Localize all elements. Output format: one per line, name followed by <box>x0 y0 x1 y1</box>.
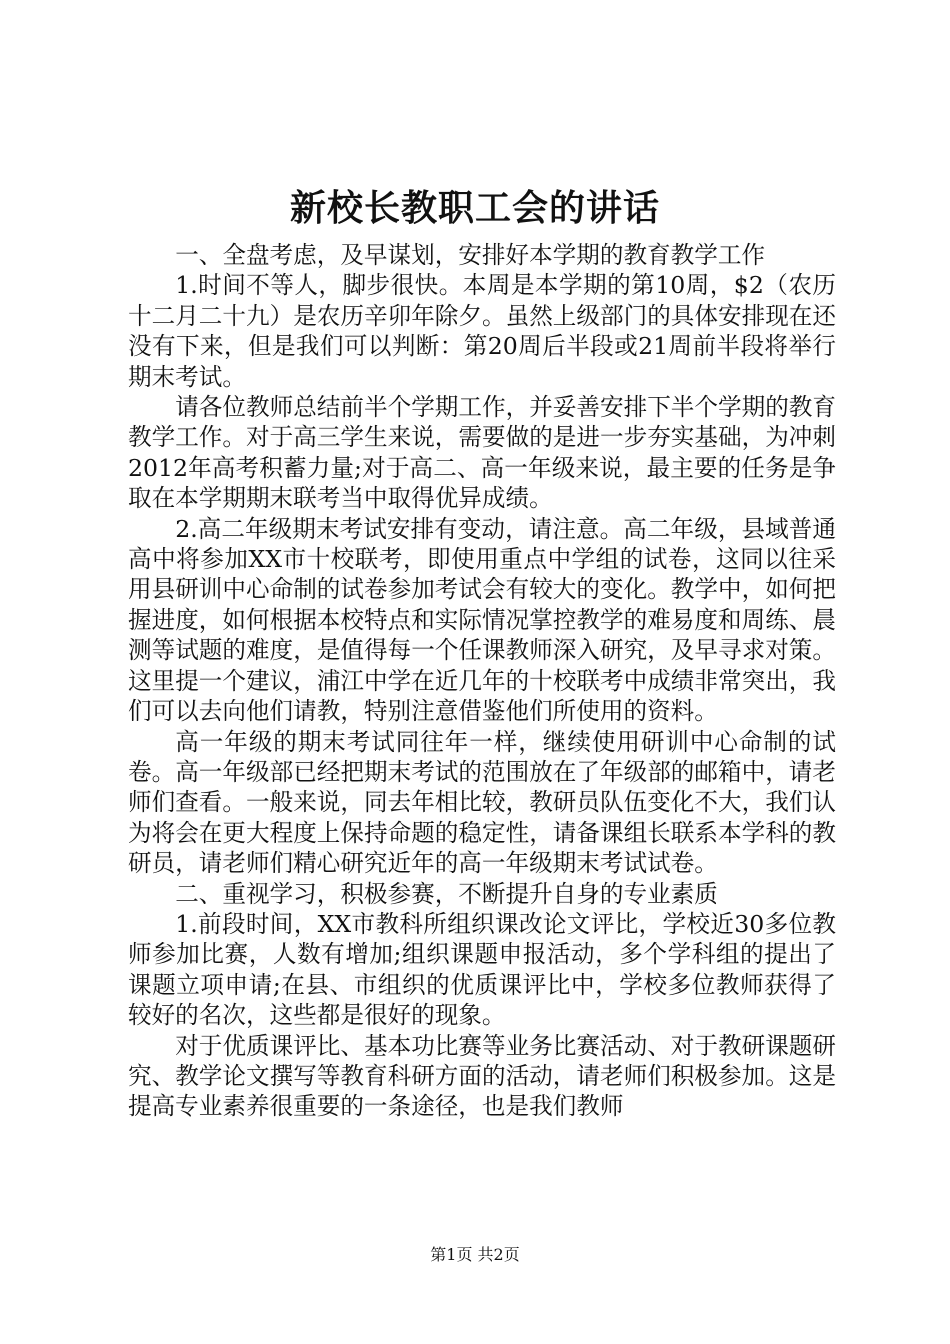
page-number-footer: 第1页 共2页 <box>430 1245 520 1264</box>
document-title: 新校长教职工会的讲话 <box>289 187 660 229</box>
section-heading-1: 一、全盘考虑，及早谋划，安排好本学期的教育教学工作 <box>175 241 766 269</box>
document-body <box>128 240 836 1122</box>
paragraph-3: 2.高二年级期末考试安排有变动，请注意。高二年级，县域普通高中将参加XX市十校联考，即使用重点中学组的试卷，这同以往采用县研训中心命制的试卷参加考试会有较大的变化。教学中，如何把握进度，如何根据本校特点和实际情况掌控教学的难易度和周练、晨测等试题的难度，是值得每一个任课教师深入研究，及早寻求对策。这里提一个建议，浦江中学在近几年的十校联考中成绩非常突出，我们可以去向他们请教，特别注意借鉴他们所使用的资料。 <box>128 514 836 726</box>
section-heading-2: 二、重视学习，积极参赛，不断提升自身的专业素质 <box>175 879 718 908</box>
paragraph-6: 对于优质课评比、基本功比赛等业务比赛活动、对于教研课题研究、教学论文撰写等教育科研方面的活动，请老师们积极参加。这是提高专业素养很重要的一条途径，也是我们教师 <box>128 1031 836 1121</box>
paragraph-1: 1.时间不等人，脚步很快。本周是本学期的第10周，$2（农历十二月二十九）是农历辛卯年除夕。虽然上级部门的具体安排现在还没有下来，但是我们可以判断：第20周后半段或21周前半段将举行期末考试。 <box>128 271 836 391</box>
paragraph-5: 1.前段时间，XX市教科所组织课改论文评比，学校近30多位教师参加比赛，人数有增加;组织课题申报活动，多个学科组的提出了课题立项申请;在县、市组织的优质课评比中，学校多位教师获得了较好的名次，这些都是很好的现象。 <box>128 909 836 1030</box>
paragraph-2: 请各位教师总结前半个学期工作，并妥善安排下半个学期的教育教学工作。对于高三学生来说，需要做的是进一步夯实基础，为冲刺2012年高考积蓄力量;对于高二、高一年级来说，最主要的任务是争取在本学期期末联考当中取得优异成绩。 <box>128 393 836 513</box>
paragraph-4: 高一年级的期末考试同往年一样，继续使用研训中心命制的试卷。高一年级部已经把期末考试的范围放在了年级部的邮箱中，请老师们查看。一般来说，同去年相比较，教研员队伍变化不大，我们认为将会在更大程度上保持命题的稳定性，请备课组长联系本学科的教研员，请老师们精心研究近年的高一年级期末考试试卷。 <box>128 727 836 878</box>
